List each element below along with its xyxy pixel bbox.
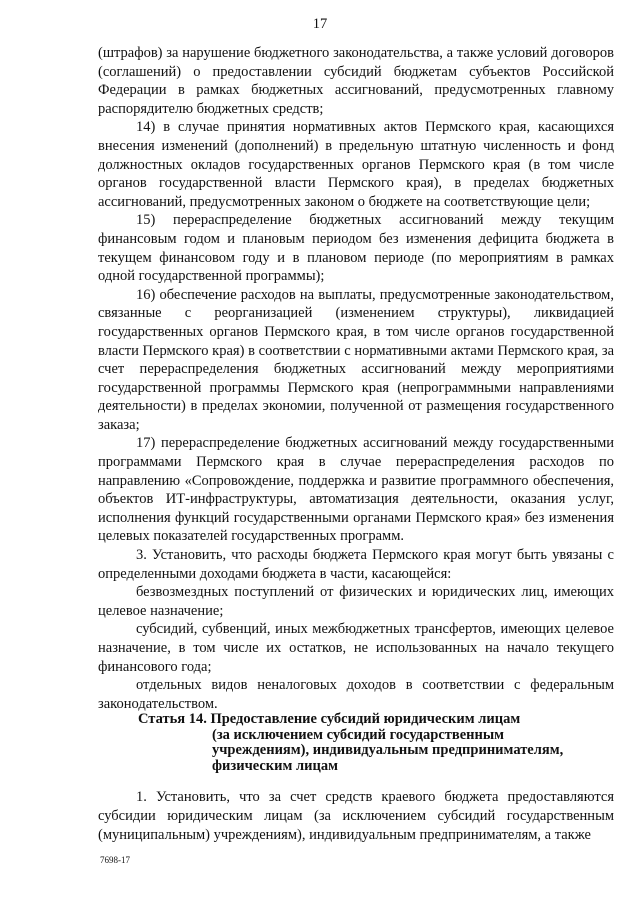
article-heading-line-2: (за исключением субсидий государственным <box>212 726 505 743</box>
article-body <box>98 788 614 845</box>
document-code: 7698-17 <box>100 855 130 865</box>
paragraph-item-14: 14) в случае принятия нормативных актов Пермского края, касающихся внесения изменений (дополнений) в предельную штатную численность и фонд должностных окладов государственных органов Пермского края (в том числе органов государственной власти Пермского края), в пределах бюджетных ассигнований, предусмотренных законом о бюджете на соответствующие цели; <box>98 119 614 210</box>
paragraph-item-15: 15) перераспределение бюджетных ассигнований между текущим финансовым годом и плановым периодом без изменения дефицита бюджета в текущем финансовом году и в плановом периоде (по мероприятиям в рамках одной государственной программы); <box>98 212 614 285</box>
paragraph-continuation: (штрафов) за нарушение бюджетного законодательства, а также условий договоров (соглашений) о предоставлении субсидий бюджетам субъектов Российской Федерации в рамках бюджетных ассигнований, предусмотренных главному распорядителю бюджетных средств; <box>98 45 614 117</box>
paragraph-non-tax-income: отдельных видов неналоговых доходов в соответствии с федеральным законодательством. <box>98 677 614 712</box>
article-heading-line-3: учреждениям), индивидуальным предпринимателям, <box>212 742 564 758</box>
paragraph-item-17: 17) перераспределение бюджетных ассигнований между государственными программами Пермского края в случае перераспределения расходов по направлению «Сопровождение, поддержка и развитие программного обеспечения, объектов ИТ-инфраструктуры, автоматизация деятельности, оказания услуг, исполнения функций государственными органами Пермского края» без изменения целевых показателей государственных программ. <box>98 435 614 545</box>
paragraph-gratuitous-receipts: безвозмездных поступлений от физических и юридических лиц, имеющих целевое назначение; <box>98 584 614 619</box>
article-paragraph-1: 1. Установить, что за счет средств краевого бюджета предоставляются субсидии юридическим лицам (за исключением субсидий государственным (муниципальным) учреждениям), индивидуальным предпринимателям, а также <box>98 789 614 843</box>
article-heading <box>138 712 608 774</box>
paragraph-clause-3: 3. Установить, что расходы бюджета Пермского края могут быть увязаны с определенными доходами бюджета в части, касающейся: <box>98 547 614 582</box>
article-heading-line-1: Статья 14. Предоставление субсидий юридическим лицам <box>138 711 521 727</box>
paragraph-subsidies: субсидий, субвенций, иных межбюджетных трансфертов, имеющих целевое назначение, в том числе их остатков, не использованных на начало текущего финансового года; <box>98 621 614 675</box>
article-heading-line-4: физическим лицам <box>212 757 338 774</box>
body-text <box>98 44 614 713</box>
paragraph-item-16: 16) обеспечение расходов на выплаты, предусмотренные законодательством, связанные с реорганизацией (изменением структуры), ликвидацией государственных органов Пермского края, в том числе органов государственной власти Пермского края) в соответствии с нормативными актами Пермского края, за счет перераспределения бюджетных ассигнований между мероприятиями государственной программы Пермского края (непрограммными направлениями деятельности) в пределах экономии, полученной от размещения государственного заказа; <box>98 286 614 433</box>
page-number: 17 <box>312 16 328 32</box>
